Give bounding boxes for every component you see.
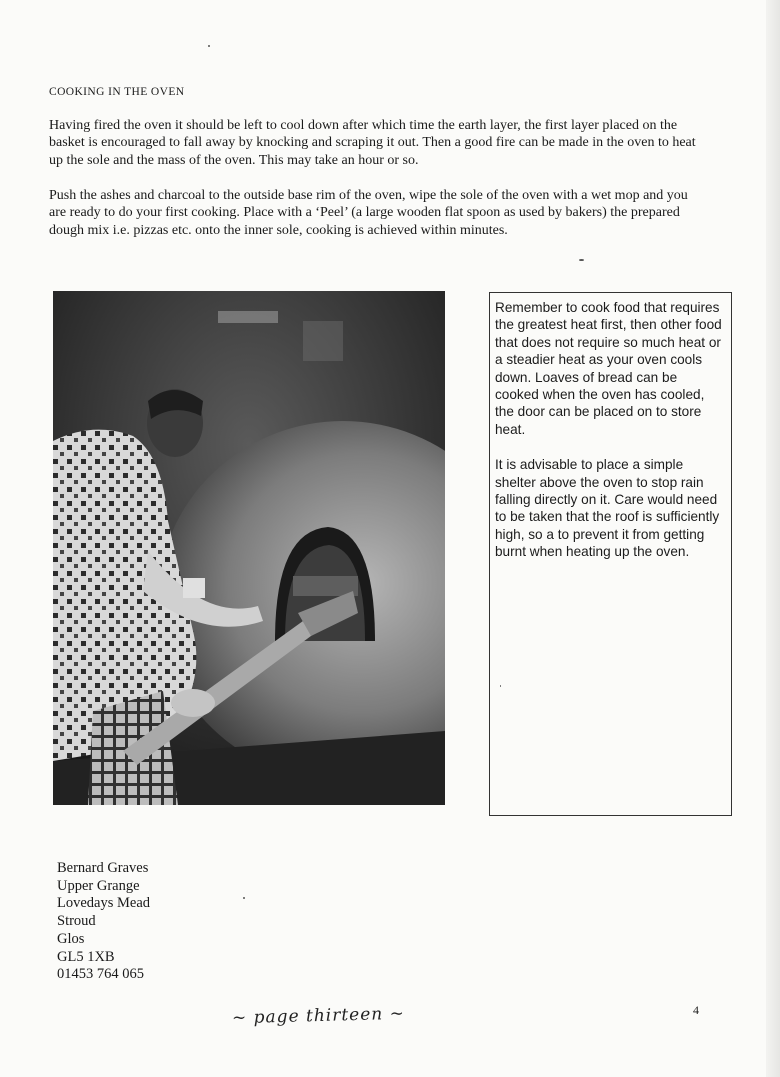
address-postcode: GL5 1XB xyxy=(57,948,115,965)
paragraph-cooking: Push the ashes and charcoal to the outside base rim of the oven, wipe the sole of the oven with a wet mop and you are ready to do your first cooking. Place with a ‘Peel’ (a large wooden flat spoon as used by bakers) the prepared dough mix i.e. pizzas etc. onto the inner sole, cooking is achieved within minutes. xyxy=(49,188,688,238)
page-number: 4 xyxy=(693,1003,699,1017)
scan-speck xyxy=(243,897,245,899)
paragraph-firing: Having fired the oven it should be left to cool down after which time the earth layer, the first layer placed on the basket is encouraged to fall away by knocking and scraping it out. Then a good fire can be made in the oven to heat up the sole and the mass of the oven. This may take an hour or so. xyxy=(49,118,696,168)
scan-speck xyxy=(500,685,501,687)
oven-photo-illustration xyxy=(53,291,445,805)
address-phone: 01453 764 065 xyxy=(57,966,144,983)
tip-heat-order: Remember to cook food that requires the greatest heat first, then other food that does not require so much heat or a steadier heat as your oven cools down. Loaves of bread can be cooked when the oven has cooled, the door can be placed on to store heat. xyxy=(495,300,722,437)
tips-box xyxy=(489,292,732,816)
address-line-1: Upper Grange xyxy=(57,877,140,894)
page-edge xyxy=(766,0,780,1077)
address-line-2: Lovedays Mead xyxy=(57,895,151,912)
address-county: Glos xyxy=(57,930,85,947)
scan-speck xyxy=(579,259,584,261)
scan-speck xyxy=(208,45,210,47)
tip-shelter: It is advisable to place a simple shelter above the oven to stop rain falling directly on it. Care would need to be taken that the roof is sufficiently high, so a to prevent it from getting burnt when heating up the oven. xyxy=(495,457,720,560)
address-name: Bernard Graves xyxy=(57,860,149,876)
oven-photo xyxy=(53,291,445,805)
address-town: Stroud xyxy=(57,913,96,930)
handwritten-note: ~ page thirteen ~ xyxy=(231,1003,406,1029)
section-heading: COOKING IN THE OVEN xyxy=(49,86,185,98)
address-block xyxy=(57,860,150,984)
